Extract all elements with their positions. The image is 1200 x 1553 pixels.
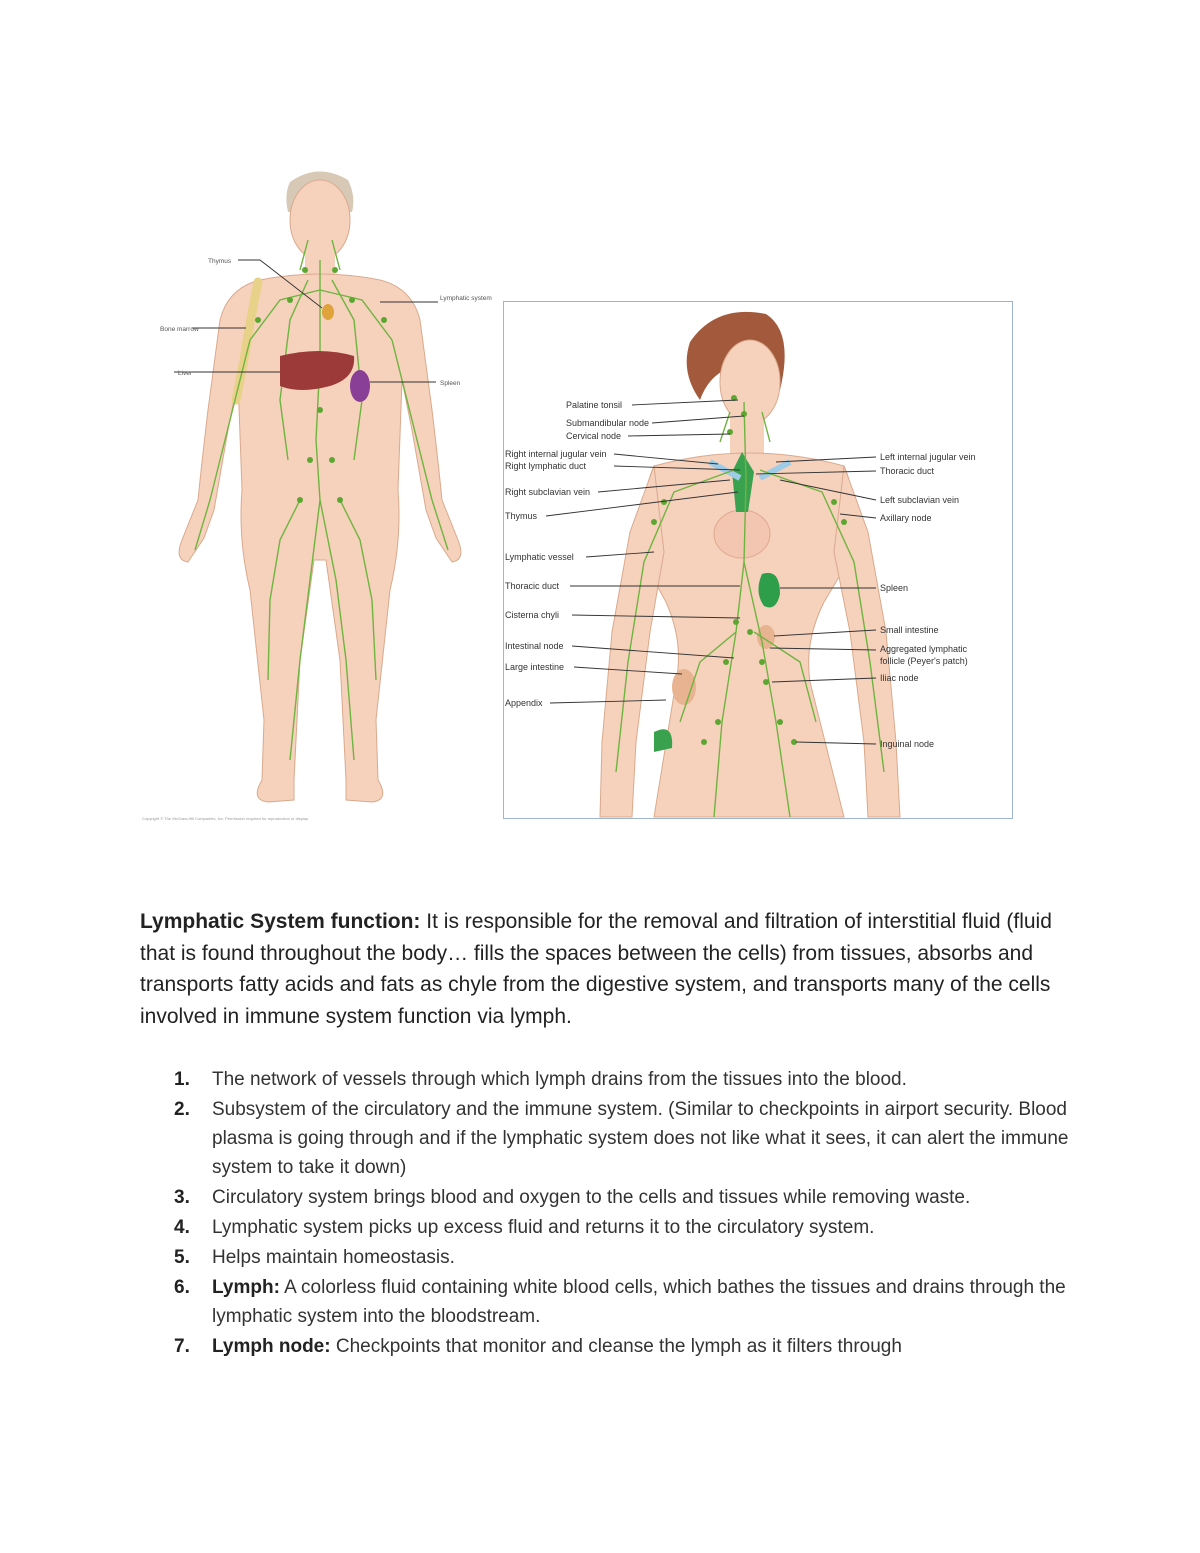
list-text: Checkpoints that monitor and cleanse the lymph as it filters through bbox=[330, 1336, 902, 1357]
list-item bbox=[170, 1213, 1070, 1242]
list-item bbox=[170, 1095, 1070, 1182]
label-iliac-node: Iliac node bbox=[880, 673, 919, 683]
label-palatine-tonsil: Palatine tonsil bbox=[566, 400, 623, 410]
label-spleen: Spleen bbox=[440, 380, 461, 387]
intro-heading: Lymphatic System function: bbox=[140, 910, 421, 933]
label-intestinal-node: Intestinal node bbox=[505, 641, 564, 651]
list-number: 4. bbox=[174, 1217, 190, 1238]
facts-list bbox=[170, 1065, 1070, 1362]
thymus-organ bbox=[322, 304, 334, 320]
label-peyers-patch: follicle (Peyer's patch) bbox=[880, 656, 968, 666]
list-term: Lymph node: bbox=[212, 1336, 331, 1357]
label-small-intestine: Small intestine bbox=[880, 625, 939, 635]
label-inguinal-node: Inguinal node bbox=[880, 739, 935, 749]
label-right-subclavian-vein: Right subclavian vein bbox=[505, 487, 591, 497]
list-text: Helps maintain homeostasis. bbox=[212, 1247, 455, 1268]
label-spleen: Spleen bbox=[880, 583, 909, 593]
female-body-diagram bbox=[504, 302, 1011, 817]
label-axillary-node: Axillary node bbox=[880, 513, 932, 523]
label-appendix: Appendix bbox=[505, 698, 543, 708]
intro-paragraph bbox=[140, 906, 1065, 1032]
list-number: 1. bbox=[174, 1069, 190, 1090]
list-item bbox=[170, 1243, 1070, 1272]
label-right-internal-jugular-vein: Right internal jugular vein bbox=[505, 449, 607, 459]
label-bone-marrow: Bone marrow bbox=[160, 326, 199, 333]
label-left-internal-jugular-vein: Left internal jugular vein bbox=[880, 452, 976, 462]
list-item bbox=[170, 1065, 1070, 1094]
list-number: 5. bbox=[174, 1247, 190, 1268]
list-item bbox=[170, 1332, 1070, 1361]
list-item bbox=[170, 1273, 1070, 1331]
label-thoracic-duct-left: Thoracic duct bbox=[505, 581, 560, 591]
list-number: 2. bbox=[174, 1099, 190, 1120]
list-number: 7. bbox=[174, 1336, 190, 1357]
list-text: Subsystem of the circulatory and the immune system. (Similar to checkpoints in airport security. Blood plasma is going through and if the lymphatic system does not like what it sees, it can alert the immune system to take it down) bbox=[212, 1099, 1069, 1178]
label-thoracic-duct-right: Thoracic duct bbox=[880, 466, 935, 476]
intro-body: It is responsible for the removal and filtration of interstitial fluid (fluid that is found throughout the body… fills the spaces between the cells) from tissues, absorbs and transports fatty acids and fats as chyle from the digestive system, and transports many of the cells involved in immune system function via lymph. bbox=[140, 910, 1052, 1028]
male-lymphatic-figure bbox=[140, 160, 492, 825]
figure-copyright-caption: Copyright © The McGraw-Hill Companies, Inc. Permission required for reproduction or display. bbox=[142, 816, 309, 821]
label-large-intestine: Large intestine bbox=[505, 662, 565, 672]
label-aggregated-lymphatic: Aggregated lymphatic bbox=[880, 644, 968, 654]
label-cervical-node: Cervical node bbox=[566, 431, 622, 441]
female-lymphatic-figure bbox=[503, 301, 1013, 819]
list-text: Lymphatic system picks up excess fluid and returns it to the circulatory system. bbox=[212, 1217, 875, 1238]
label-thymus: Thymus bbox=[208, 258, 232, 265]
label-submandibular-node: Submandibular node bbox=[566, 418, 650, 428]
label-cisterna-chyli: Cisterna chyli bbox=[505, 610, 560, 620]
male-body-diagram bbox=[140, 160, 492, 825]
label-right-lymphatic-duct: Right lymphatic duct bbox=[505, 461, 587, 471]
label-lymphatic-vessel: Lymphatic vessel bbox=[505, 552, 574, 562]
list-item bbox=[170, 1183, 1070, 1212]
list-text: Circulatory system brings blood and oxygen to the cells and tissues while removing waste. bbox=[212, 1187, 971, 1208]
list-number: 3. bbox=[174, 1187, 190, 1208]
list-term: Lymph: bbox=[212, 1277, 280, 1298]
list-number: 6. bbox=[174, 1277, 190, 1298]
label-lymphatic-system: Lymphatic system bbox=[440, 295, 492, 302]
label-left-subclavian-vein: Left subclavian vein bbox=[880, 495, 960, 505]
list-text: A colorless fluid containing white blood cells, which bathes the tissues and drains through the lymphatic system into the bloodstream. bbox=[212, 1277, 1066, 1327]
spleen-organ bbox=[350, 370, 370, 402]
list-text: The network of vessels through which lymph drains from the tissues into the blood. bbox=[212, 1069, 907, 1090]
label-thymus: Thymus bbox=[505, 511, 538, 521]
label-liver: Liver bbox=[178, 370, 193, 377]
right-labels bbox=[880, 452, 976, 749]
